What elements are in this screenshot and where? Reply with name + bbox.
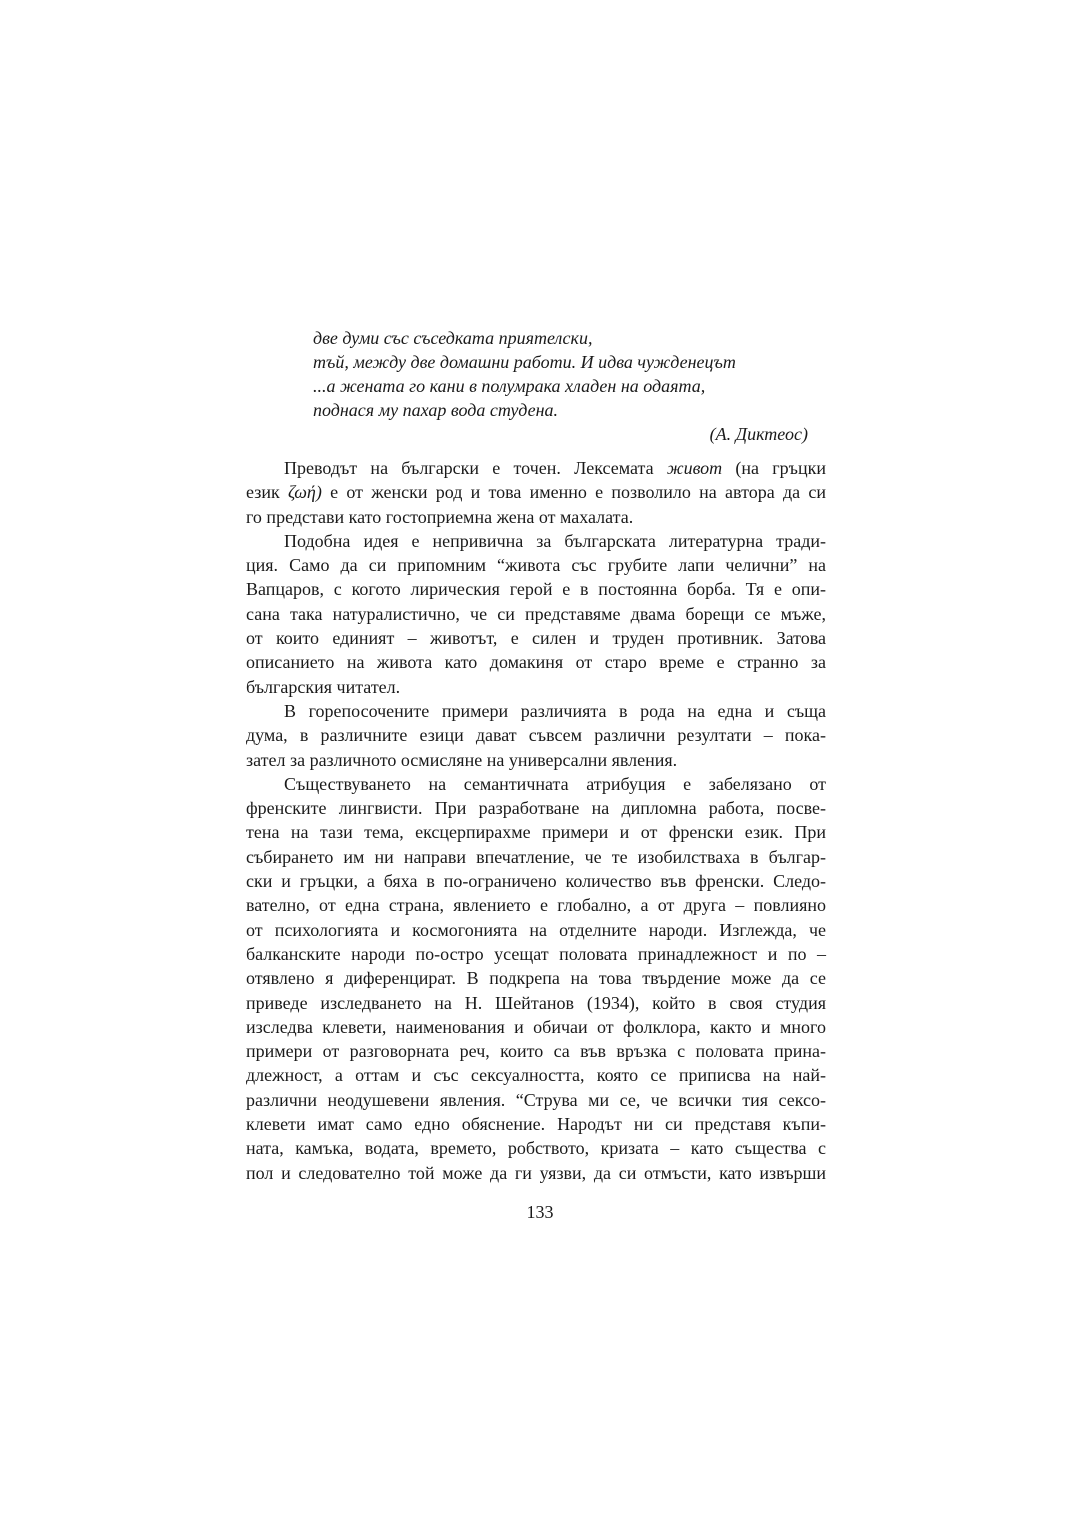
text-line: събирането им ни направи впечатление, че те изобилстваха в българ-	[246, 846, 826, 867]
verse-quote	[246, 326, 826, 422]
paragraph-3	[246, 699, 826, 772]
paragraph-2	[246, 529, 826, 699]
text-line: българския читател.	[246, 676, 401, 697]
text-line: балканските народи по-остро усещат половата принадлежност и по –	[246, 943, 826, 964]
text-segment: Преводът на български е точен. Лексемата	[284, 458, 667, 478]
text-line: длежност, а оттам и със сексуалността, която се приписва на най-	[246, 1065, 826, 1086]
text-line: ция. Само да си припомним “живота със грубите лапи челични” на	[246, 555, 826, 576]
text-line: отявлено я диференцират. В подкрепа на това твърдение може да се	[246, 968, 826, 989]
text-line: Съществуването на семантичната атрибуция е забелязано от	[284, 773, 826, 794]
text-line: френските лингвисти. При разработване на дипломна работа, посве-	[246, 798, 826, 819]
verse-line: поднася му пахар вода студена.	[313, 400, 559, 420]
paragraph-1	[246, 456, 826, 529]
text-line: от психологията и космогонията на отделните народи. Изглежда, че	[246, 919, 826, 940]
text-segment: (на гръцки	[722, 458, 826, 478]
text-line: клевети имат само едно обяснение. Народът ни си представя къпи-	[246, 1114, 826, 1135]
paragraph-4	[246, 772, 826, 1185]
text-line	[246, 456, 826, 480]
verse-line: две думи със съседката приятелски,	[313, 328, 593, 348]
italic-term: живот	[666, 458, 723, 478]
text-line: го представи като гостоприемна жена от махалата.	[246, 506, 634, 527]
text-line: пол и следователно той може да ги уязви, да си отмъсти, като извърши	[246, 1162, 826, 1183]
text-line: дума, в различните езици дават съвсем различни резултати – пока-	[246, 725, 826, 746]
text-line: В горепосочените примери различията в рода на една и съща	[284, 700, 826, 721]
italic-term: ζωή)	[287, 482, 322, 503]
text-line: приведе изследването на Н. Шейтанов (1934), който в своя студия	[246, 992, 826, 1013]
verse-line: ...а жената го кани в полумрака хладен на одаята,	[313, 376, 706, 396]
text-line: тена на тази тема, ексцерпирахме примери и от френски език. При	[246, 822, 826, 843]
text-line: ски и гръцки, а бяха в по-ограничено количество във френски. Следо-	[246, 871, 826, 892]
text-segment: е от женски род и това именно е позволило на автора да си	[321, 482, 826, 503]
text-line: Подобна идея е непривична за българската литературна тради-	[284, 530, 826, 551]
text-line: сана така натуралистично, че си представяме двама борещи се мъже,	[246, 603, 826, 624]
text-line: ната, камъка, водата, времето, робството, кризата – като същества с	[246, 1138, 826, 1159]
page-number: 133	[526, 1202, 554, 1222]
text-line: Вапцаров, с когото лирическия герой е в постоянна борба. Тя е опи-	[246, 579, 826, 600]
text-line: описанието на живота като домакиня от старо време е странно за	[246, 652, 826, 673]
text-line: от които единият – животът, е силен и труден противник. Затова	[246, 628, 826, 649]
text-line: вателно, от една страна, явлението е глобално, а от друга – повлияно	[246, 895, 826, 916]
text-segment: език	[246, 482, 288, 503]
text-line: зател за различното осмисляне на универсални явления.	[246, 749, 678, 770]
page-body	[246, 326, 826, 1185]
text-line: изследва клевети, наименования и обичаи от фолклора, както и много	[246, 1016, 826, 1037]
text-line	[246, 480, 826, 504]
text-line: различни неодушевени явления. “Струва ми се, че всички тия сексо-	[246, 1089, 826, 1110]
text-line: примери от разговорната реч, които са във връзка с половата прина-	[246, 1041, 826, 1062]
verse-attribution: (А. Диктеос)	[709, 424, 808, 444]
verse-line: тъй, между две домашни работи. И идва чужденецът	[313, 352, 736, 372]
